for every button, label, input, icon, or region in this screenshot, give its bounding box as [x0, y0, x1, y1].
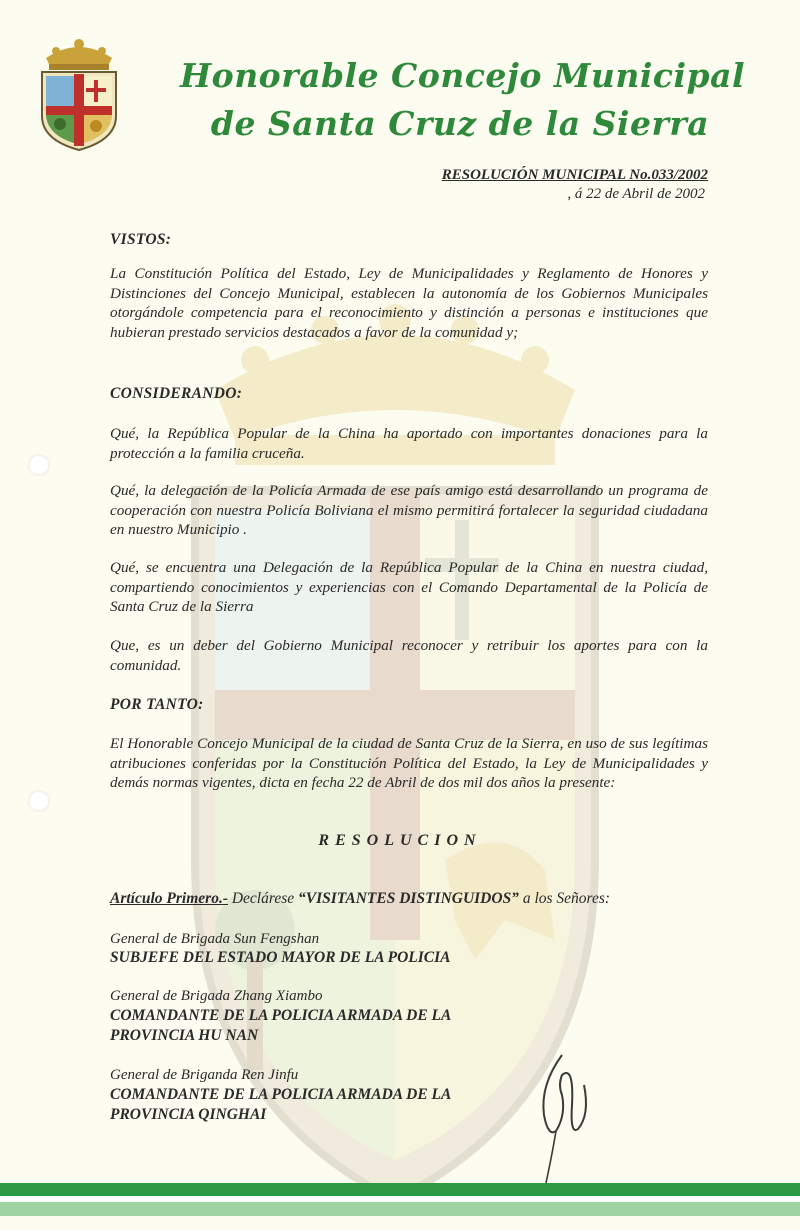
honoree-title: COMANDANTE DE LA POLICIA ARMADA DE LA PROVINCIA HU NAN	[110, 1007, 451, 1044]
vistos-paragraph: La Constitución Política del Estado, Ley de Municipalidades y Reglamento de Honores y Distinciones del Concejo Municipal, establecen la autonomía de los Gobiernos Municipales otorgándole competencia para el reconocimiento y distinción a personas e instituciones que hubieran prestado servicios destacados a favor de la comunidad y;	[110, 265, 708, 341]
por-tanto-paragraph: El Honorable Concejo Municipal de la ciudad de Santa Cruz de la Sierra, en uso de sus legítimas atribuciones conferidas por la Constitución Política del Estado, la Ley de Municipalidades y demás normas vigentes, dicta en fecha 22 de Abril de dos mil dos años la presente:	[110, 735, 708, 791]
article-text-before: Declárese	[227, 890, 298, 907]
council-title-line-2: de Santa Cruz de la Sierra	[210, 104, 710, 143]
green-band	[0, 1183, 800, 1196]
vistos-heading: VISTOS:	[110, 231, 172, 248]
resolucion-heading: RESOLUCION	[318, 832, 482, 849]
punch-hole	[28, 790, 50, 812]
considerando-paragraph: Qué, la delegación de la Policía Armada de ese país amigo está desarrollando un programa de cooperación con nuestra Policía Boliviana el mismo permitirá fortalecer la seguridad ciudadana en nuestro Municipio .	[110, 482, 708, 538]
considerando-paragraph: Qué, la República Popular de la China ha aportado con importantes donaciones para la protección a la familia cruceña.	[110, 425, 708, 462]
council-title	[180, 52, 746, 148]
considerando-paragraph: Qué, se encuentra una Delegación de la República Popular de la China en nuestra ciudad, compartiendo conocimientos y experiencias con el Comando Departamental de la Policía de Santa Cruz de la Sierra	[110, 559, 708, 615]
considerando-paragraph: Que, es un deber del Gobierno Municipal reconocer y retribuir los aportes para con la comunidad.	[110, 637, 708, 674]
punch-hole	[28, 454, 50, 476]
por-tanto-heading: POR TANTO:	[110, 696, 204, 713]
article-label: Artículo Primero.-	[110, 890, 228, 907]
resolution-number: RESOLUCIÓN MUNICIPAL No.033/2002	[441, 167, 708, 183]
honoree-title: COMANDANTE DE LA POLICIA ARMADA DE LA PROVINCIA QINGHAI	[110, 1086, 451, 1123]
handwritten-signature	[522, 1045, 602, 1185]
article-quoted: “VISITANTES DISTINGUIDOS”	[298, 890, 519, 907]
article-text-after: a los Señores:	[518, 890, 611, 907]
resolution-date: , á 22 de Abril de 2002	[567, 186, 705, 202]
honoree-name: General de Brigada Sun Fengshan	[110, 931, 320, 947]
article-first	[110, 890, 730, 908]
considerando-heading: CONSIDERANDO:	[110, 385, 243, 402]
honoree-name: General de Brigada Zhang Xiambo	[110, 988, 323, 1004]
light-green-band	[0, 1202, 800, 1216]
honoree-name: General de Briganda Ren Jinfu	[110, 1067, 299, 1083]
honoree-title: SUBJEFE DEL ESTADO MAYOR DE LA POLICIA	[110, 949, 451, 966]
bottom-color-bands	[0, 1183, 800, 1220]
council-title-line-1: Honorable Concejo Municipal	[180, 56, 746, 95]
coat-of-arms-icon	[34, 36, 124, 154]
